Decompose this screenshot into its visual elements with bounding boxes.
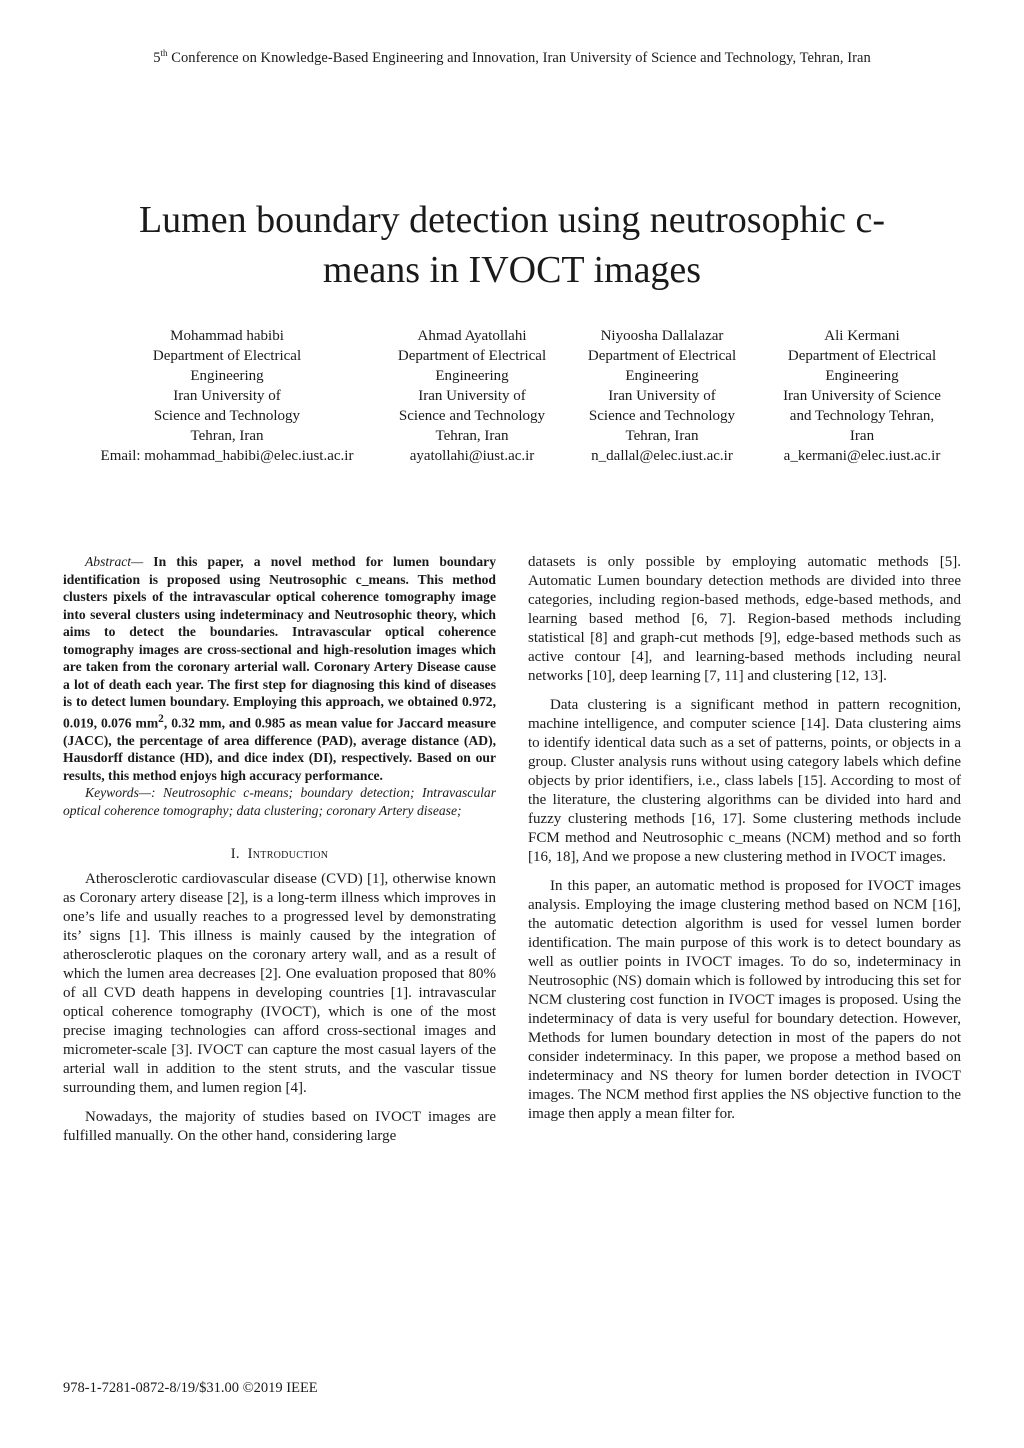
author-name: Ali Kermani [824,328,900,344]
author-affiliation-line: Engineering [625,368,699,384]
author-affiliation-line: Department of Electrical [397,348,547,364]
author-affiliation-line: Engineering [825,368,899,384]
author-affiliation-line: Iran [849,428,875,444]
author-affiliation-line: Iran University of [173,388,281,404]
body-paragraph: Nowadays, the majority of studies based on IVOCT images are fulfilled manually. On the other hand, considering large [63,1109,496,1145]
author-affiliation-line: Tehran, Iran [435,428,509,444]
author-name: Niyoosha Dallalazar [600,328,724,344]
author-email: n_dallal@elec.iust.ac.ir [591,448,733,464]
body-paragraph: Data clustering is a significant method in pattern recognition, machine intelligence, and computer science [14]. Data clustering aims to identify identical data such as a set of patterns, points, or objects in a group. Cluster analysis runs without using category labels which define objects by prior identifiers, i.e., class labels [15]. According to most of the literature, the clustering algorithms can be divided into hard and fuzzy clustering methods [16, 17]. Some clustering methods include FCM method and Neutrosophic c_means (NCM) method and so forth [16, 18], And we propose a new clustering method in IVOCT images. [528,697,961,865]
author-affiliation-line: Department of Electrical [787,348,937,364]
author-4 [762,326,962,466]
section-title-rest: ntroduction [252,846,329,863]
author-email: a_kermani@elec.iust.ac.ir [783,448,941,464]
abstract-label: Abstract [85,554,132,569]
author-affiliation-line: Science and Technology [588,408,736,424]
author-affiliation-line: Tehran, Iran [625,428,699,444]
paper-title [90,195,934,295]
keywords [63,784,496,819]
author-affiliation-line: Iran University of [608,388,716,404]
abstract-superscript: 2 [158,712,164,725]
title-line-1: Lumen boundary detection using neutrosophic c- [138,199,886,242]
title-line-2: means in IVOCT images [322,249,702,292]
right-column [528,553,961,1124]
author-affiliation-line: Engineering [190,368,264,384]
author-affiliation-line: Department of Electrical [152,348,302,364]
conference-ordinal-suffix: th [160,48,168,58]
abstract [63,553,496,784]
body-paragraph: datasets is only possible by employing automatic methods [5]. Automatic Lumen boundary detection methods are divided into three categories, including region-based methods, edge-based methods, and learning based method [6, 7]. Region-based methods including statistical [8] and graph-cut methods [9], edge-based methods such as active contour [4], and learning-based methods including neural networks [10], deep learning [7, 11] and clustering [12, 13]. [528,554,961,684]
author-2 [382,326,562,466]
conference-header [0,48,1024,67]
section-numeral: I. [230,846,240,863]
body-paragraph: In this paper, an automatic method is proposed for IVOCT images analysis. Employing the image clustering method based on NCM [16], the automatic detection algorithm is used for vessel lumen border identification. The main purpose of this work is to detect boundary as well as outlier points in IVOCT images. To do so, indeterminacy in Neutrosophic (NS) domain which is followed by introducing this set for NCM clustering cost function in IVOCT images is proposed. Using the indeterminacy of data is very useful for boundary detection. However, Methods for lumen boundary detection in most of the papers do not consider indeterminacy. In this paper, we propose a method based on indeterminacy and NS theory for lumen border detection in IVOCT images. The NCM method first applies the NS objective function to the image then apply a mean filter for. [528,878,961,1122]
abstract-text-1: In this paper, a novel method for lumen boundary identification is proposed using Neutrosophic c_means. This method clusters pixels of the intravascular optical coherence tomography image into several clusters using indeterminacy and Neutrosophic theory, which aims to detect the boundaries. Intravascular optical coherence tomography images are cross-sectional and high-resolution images which are taken from the coronary arterial wall. Coronary Artery Disease cause a lot of death each year. The first step for diagnosing this kind of diseases is to detect lumen boundary. Employing this approach, we obtained 0.972, 0.019, 0.076 mm [63,554,496,731]
left-column [63,553,496,1146]
section-first-letter: I [247,846,253,863]
conference-ordinal: 5 [153,50,161,66]
author-email: Email: mohammad_habibi@elec.iust.ac.ir [100,448,354,464]
author-block [0,326,1024,476]
author-email: ayatollahi@iust.ac.ir [409,448,535,464]
keywords-label: Keywords—: [85,785,163,801]
author-affiliation-line: Science and Technology [398,408,546,424]
author-affiliation-line: Science and Technology [153,408,301,424]
section-heading-introduction [63,845,496,864]
author-affiliation-line: Iran University of [418,388,526,404]
author-name: Ahmad Ayatollahi [417,328,527,344]
body-paragraph: Atherosclerotic cardiovascular disease (CVD) [1], otherwise known as Coronary artery disease [2], is a long-term illness which improves in one’s life and usually reaches to a progressed level by demonstrating its’ signs [1]. This illness is mainly caused by the integration of atherosclerotic plaques on the coronary artery wall, and as a result of which the lumen area decreases [2]. One evaluation proposed that 80% of all CVD death happens in developing countries [1]. intravascular optical coherence tomography (IVOCT), which is one of the most precise imaging technologies can afford cross-sectional images and micrometer-scale [3]. IVOCT can capture the most casual layers of the arterial wall in addition to the stent struts, and the vascular tissue surrounding them, and lumen region [4]. [63,871,496,1097]
keywords-text: Neutrosophic c-means; boundary detection; Intravascular optical coherence tomography; data clustering; coronary Artery disease; [63,785,496,818]
conference-name: Conference on Knowledge-Based Engineering and Innovation, Iran University of Science and Technology, Tehran, Iran [167,50,871,66]
author-1 [72,326,382,466]
author-name: Mohammad habibi [170,328,284,344]
author-affiliation-line: Engineering [435,368,509,384]
author-3 [572,326,752,466]
author-affiliation-line: Department of Electrical [587,348,737,364]
copyright-footer: 978-1-7281-0872-8/19/$31.00 ©2019 IEEE [63,1380,318,1396]
author-affiliation-line: Tehran, Iran [190,428,264,444]
abstract-text-2: , 0.32 mm, and 0.985 as mean value for Jaccard measure (JACC), the percentage of area difference (PAD), average distance (AD), Hausdorff distance (HD), and dice index (DI), respectively. Based on our results, this method enjoys high accuracy performance. [63,715,496,783]
author-affiliation-line: Iran University of Science [783,388,941,404]
abstract-dash: — [131,554,154,569]
author-affiliation-line: and Technology Tehran, [789,408,935,424]
